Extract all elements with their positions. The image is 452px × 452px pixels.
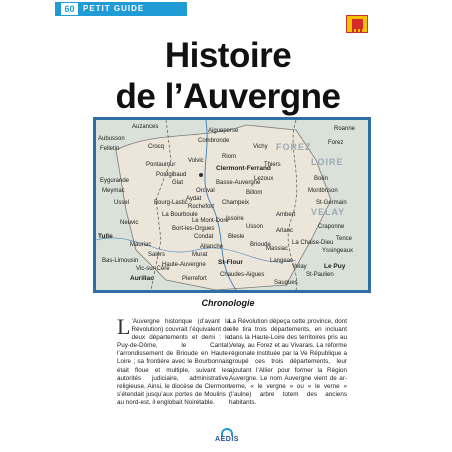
- series-label: PETIT GUIDE: [83, 4, 145, 13]
- map-place: Bas-Limousin: [102, 258, 139, 264]
- map-place: Brioude: [250, 242, 271, 248]
- map-place: Tence: [336, 236, 353, 242]
- drop-cap: L: [117, 314, 131, 339]
- map-place: Pierrefort: [182, 276, 207, 282]
- map-place: Ambert: [276, 212, 296, 218]
- map-place: Felletin: [100, 146, 120, 152]
- map-place: Aigueperse: [208, 128, 239, 134]
- map-place: Combronde: [198, 138, 230, 144]
- map-place: St-Germain: [316, 200, 347, 206]
- map-place: Bort-les-Orgues: [172, 226, 215, 232]
- map-place: Pontaumur: [146, 162, 176, 168]
- map-place: Lezoux: [254, 176, 274, 182]
- map-place: Aurillac: [130, 275, 154, 282]
- map-place: Vichy: [253, 144, 268, 150]
- map-place: Montbrison: [308, 188, 338, 194]
- map-place: Aubusson: [98, 136, 125, 142]
- map-region-label: FOREZ: [276, 142, 312, 152]
- map-place: Thiers: [264, 162, 281, 168]
- title-line-1: Histoire: [164, 36, 292, 75]
- map-place: Roanne: [334, 126, 356, 132]
- map-place: La Bourboule: [162, 212, 198, 218]
- map-place: Haute-Auvergne: [162, 262, 206, 268]
- map-place: Clermont-Ferrand: [216, 165, 271, 172]
- map-place: Allanche: [200, 244, 224, 250]
- map-place: Le Puy: [324, 263, 346, 270]
- map-labels: [96, 120, 368, 290]
- map-place: Salers: [148, 252, 166, 258]
- title-line-2: de l’Auvergne: [115, 77, 341, 116]
- map-place: Bourg-Lastic: [154, 200, 188, 206]
- map-region-label: VELAY: [311, 207, 346, 217]
- series-banner: [55, 2, 187, 16]
- map-place: Eygurande: [100, 178, 130, 184]
- map-place: Vic-sur-Cère: [136, 266, 170, 272]
- chronology-heading: Chronologie: [201, 298, 255, 308]
- page-number: 60: [61, 3, 78, 15]
- map-place: Usson: [246, 224, 264, 230]
- map-place: Rochefort: [188, 204, 215, 210]
- map-place: Tulle: [98, 233, 113, 240]
- map-place: Massiac: [266, 246, 289, 252]
- map-place: Arlanc: [276, 228, 294, 234]
- map-place: Mauriac: [130, 242, 152, 248]
- text-column-right: [229, 318, 347, 407]
- publisher-arc-icon: [221, 428, 233, 436]
- map-region-label: LOIRE: [311, 157, 344, 167]
- publisher-name: AEDIS: [215, 436, 239, 443]
- map-place: Meymac: [102, 188, 125, 194]
- map-place: Champeix: [222, 200, 250, 206]
- map-place: Forez: [328, 140, 344, 146]
- left-paragraph: ’Auvergne historique (d’avant la Révolution) couvrait l’équivalent de deux départements et demi : le Puy-de-Dôme, le Cantal, l’arrondissement de Brioude en Haute-Loire ; sa frontière avec le Bourbonnais était floue et multiple, suivant les autorités judiciaire, administrative, religieuse. Ainsi, le diocèse de Clermont s’étendait jusqu’aux portes de Moulins ; au nord-est, il englobait Noirétable.: [117, 318, 230, 406]
- right-paragraph: La Révolution dépeça cette province, dont elle tira trois départements, en incluant dans la Haute-Loire des territoires pris au Velay, au Forez et au Vivarais. La réforme régionale instituée par la Ve République a groupé ces trois départements, leur ajoutant l’Allier pour former la Région Auvergne. Le nom Auvergne vient de ar-verne, « le vergne » ou « le verne » (l’aulne) arbre totem des anciens habitants.: [229, 318, 347, 406]
- map-place: Condat: [194, 234, 214, 240]
- map-place: Billom: [246, 190, 263, 196]
- map-place: La Chaise-Dieu: [292, 240, 334, 246]
- map-place: Chaudes-Aigues: [220, 272, 265, 278]
- map-place: Orcival: [196, 188, 215, 194]
- map-place: Issoire: [226, 216, 244, 222]
- map-place: Velay: [292, 264, 307, 270]
- map-place: Craponne: [318, 224, 345, 230]
- publisher-logo: [211, 428, 243, 446]
- map-place: Murat: [192, 252, 208, 258]
- map-place: Le Mont-Dore: [192, 218, 229, 224]
- map-place: Pontgibaud: [156, 172, 187, 178]
- map-place: Neuvic: [120, 220, 139, 226]
- map-place: Saugues: [274, 280, 298, 286]
- map-place: Volvic: [188, 158, 204, 164]
- map-place: Yssingeaux: [322, 248, 354, 254]
- text-column-left: [117, 314, 230, 407]
- map-place: Auzances: [132, 124, 159, 130]
- map-place: Basse-Auvergne: [216, 180, 261, 186]
- map-place: Crocq: [148, 144, 165, 150]
- map-place: Blesle: [228, 234, 245, 240]
- map-place: St-Paulien: [306, 272, 334, 278]
- map-place: Ussel: [114, 200, 130, 206]
- map-place: Boën: [314, 176, 329, 182]
- map-place: Langeac: [270, 258, 294, 264]
- map-place: Glat: [172, 180, 184, 186]
- auvergne-flag-icon: [346, 15, 368, 33]
- map-place: Aydat: [186, 196, 202, 202]
- book-cover: [55, 0, 401, 452]
- historical-map: [93, 117, 371, 293]
- map-place: Riom: [222, 154, 237, 160]
- map-place: St-Flour: [218, 259, 243, 266]
